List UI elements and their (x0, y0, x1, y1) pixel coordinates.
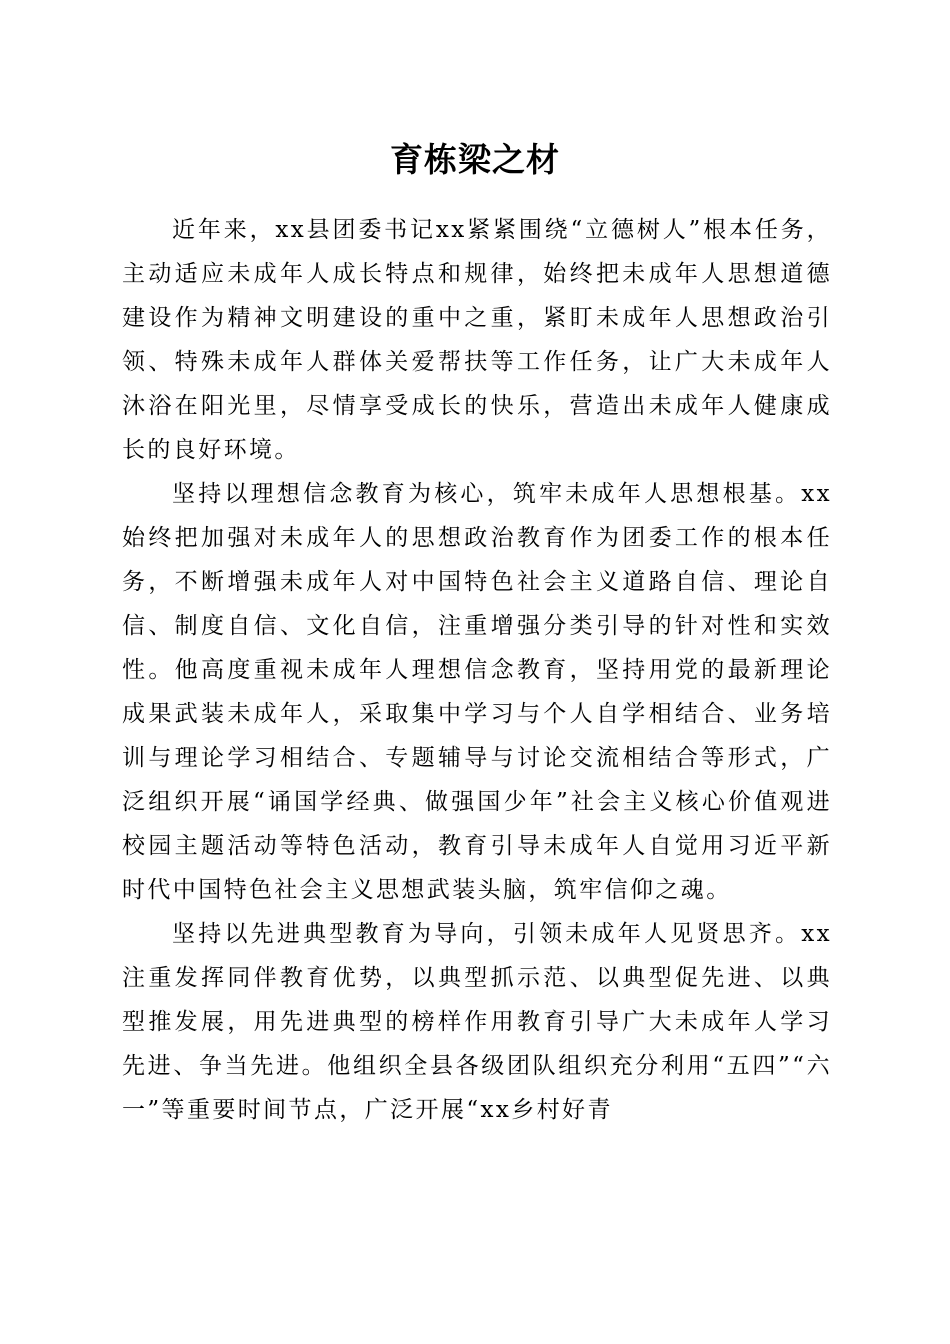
paragraph-ideals-education: 坚持以理想信念教育为核心，筑牢未成年人思想根基。xx始终把加强对未成年人的思想政治教育作为团委工作的根本任务，不断增强未成年人对中国特色社会主义道路自信、理论自信、制度自信、文化自信，注重增强分类引导的针对性和实效性。他高度重视未成年人理想信念教育，坚持用党的最新理论成果武装未成年人，采取集中学习与个人自学相结合、业务培训与理论学习相结合、专题辅导与讨论交流相结合等形式，广泛组织开展“诵国学经典、做强国少年”社会主义核心价值观进校园主题活动等特色活动，教育引导未成年人自觉用习近平新时代中国特色社会主义思想武装头脑，筑牢信仰之魂。 (122, 481, 832, 903)
paragraph-intro: 近年来，xx县团委书记xx紧紧围绕“立德树人”根本任务，主动适应未成年人成长特点和规律，始终把未成年人思想道德建设作为精神文明建设的重中之重，紧盯未成年人思想政治引领、特殊未成年人群体关爱帮扶等工作任务，让广大未成年人沐浴在阳光里，尽情享受成长的快乐，营造出未成年人健康成长的良好环境。 (122, 217, 832, 463)
document-title: 育栋梁之材 (390, 140, 560, 179)
document-body (122, 208, 832, 1132)
paragraph-role-models: 坚持以先进典型教育为导向，引领未成年人见贤思齐。xx注重发挥同伴教育优势，以典型抓示范、以典型促先进、以典型推发展，用先进典型的榜样作用教育引导广大未成年人学习先进、争当先进。他组织全县各级团队组织充分利用“五四”“六一”等重要时间节点，广泛开展“xx乡村好青 (122, 921, 832, 1123)
